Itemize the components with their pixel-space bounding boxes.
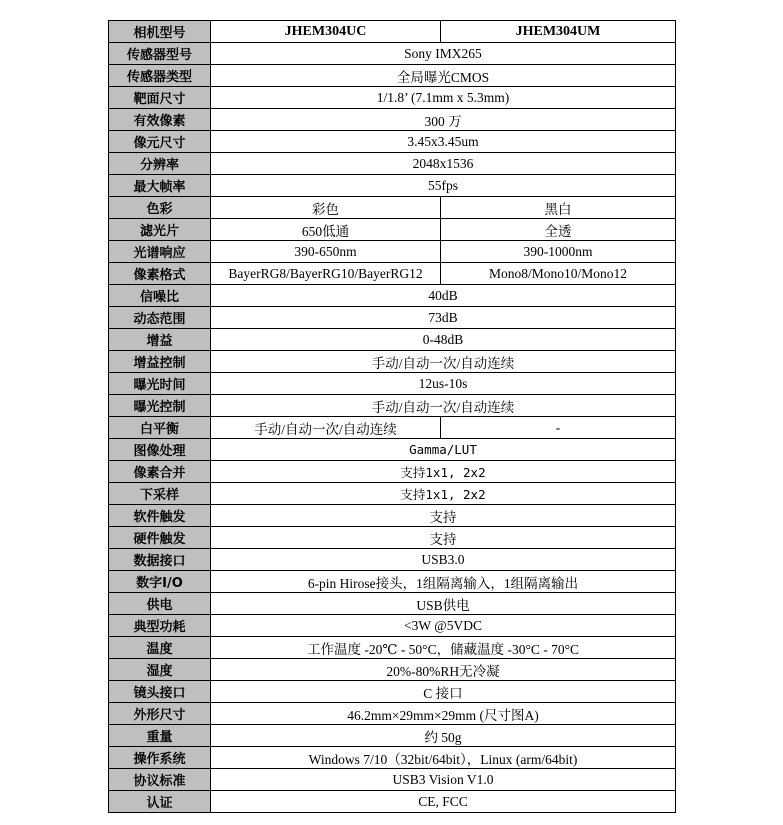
spec-label: 湿度 [109,659,211,681]
spec-label: 温度 [109,637,211,659]
spec-label: 增益 [109,329,211,351]
spec-row [109,615,676,637]
spec-label: 认证 [109,791,211,813]
spec-label: 曝光时间 [109,373,211,395]
spec-value: 12us-10s [211,373,676,395]
spec-label: 有效像素 [109,109,211,131]
spec-row [109,417,676,439]
spec-label: 滤光片 [109,219,211,241]
spec-row [109,527,676,549]
spec-row [109,593,676,615]
spec-row [109,373,676,395]
spec-row [109,197,676,219]
spec-label: 光谱响应 [109,241,211,263]
spec-value: 1/1.8’ (7.1mm x 5.3mm) [211,87,676,109]
spec-value: USB3.0 [211,549,676,571]
spec-value: 支持 [211,527,676,549]
spec-row [109,549,676,571]
spec-row [109,241,676,263]
spec-row [109,131,676,153]
spec-value-uc: BayerRG8/BayerRG10/BayerRG12 [211,263,441,285]
spec-label: 图像处理 [109,439,211,461]
spec-label: 外形尺寸 [109,703,211,725]
spec-value-um: Mono8/Mono10/Mono12 [441,263,676,285]
spec-value: 支持 [211,505,676,527]
spec-value: 73dB [211,307,676,329]
spec-value: 46.2mm×29mm×29mm (尺寸图A) [211,703,676,725]
spec-label: 协议标准 [109,769,211,791]
header-label: 相机型号 [109,21,211,43]
spec-label: 靶面尺寸 [109,87,211,109]
spec-label: 增益控制 [109,351,211,373]
spec-row [109,351,676,373]
spec-value: 支持1x1, 2x2 [211,483,676,505]
spec-value-um: 390-1000nm [441,241,676,263]
spec-label: 像素合并 [109,461,211,483]
spec-row [109,175,676,197]
spec-value: 300 万 [211,109,676,131]
spec-row [109,637,676,659]
spec-row [109,769,676,791]
spec-row [109,329,676,351]
spec-row [109,505,676,527]
spec-label: 曝光控制 [109,395,211,417]
spec-value: 40dB [211,285,676,307]
spec-label: 动态范围 [109,307,211,329]
spec-row [109,461,676,483]
spec-label: 镜头接口 [109,681,211,703]
spec-label: 数据接口 [109,549,211,571]
spec-value: USB供电 [211,593,676,615]
spec-row [109,681,676,703]
spec-value: 约 50g [211,725,676,747]
spec-row [109,307,676,329]
spec-row [109,43,676,65]
spec-table [108,20,676,813]
spec-value: Gamma/LUT [211,439,676,461]
spec-label: 传感器型号 [109,43,211,65]
spec-value-uc: 390-650nm [211,241,441,263]
spec-value: 0-48dB [211,329,676,351]
spec-label: 像元尺寸 [109,131,211,153]
spec-value-uc: 手动/自动一次/自动连续 [211,417,441,439]
spec-label: 重量 [109,725,211,747]
spec-value: 全局曝光CMOS [211,65,676,87]
spec-label: 分辨率 [109,153,211,175]
spec-value: 20%-80%RH无冷凝 [211,659,676,681]
spec-label: 供电 [109,593,211,615]
spec-value: 6-pin Hirose接头，1组隔离输入，1组隔离输出 [211,571,676,593]
spec-value: 2048x1536 [211,153,676,175]
spec-row [109,87,676,109]
spec-row [109,571,676,593]
spec-label: 色彩 [109,197,211,219]
spec-row [109,153,676,175]
spec-label: 下采样 [109,483,211,505]
spec-row [109,439,676,461]
spec-label: 信噪比 [109,285,211,307]
spec-row [109,395,676,417]
spec-value: 3.45x3.45um [211,131,676,153]
spec-value-uc: 彩色 [211,197,441,219]
spec-value: C 接口 [211,681,676,703]
spec-value-um: 黑白 [441,197,676,219]
spec-value: 支持1x1, 2x2 [211,461,676,483]
spec-value: 55fps [211,175,676,197]
spec-row [109,747,676,769]
spec-value-um: 全透 [441,219,676,241]
spec-row [109,109,676,131]
spec-label: 白平衡 [109,417,211,439]
header-row [109,21,676,43]
spec-value: <3W @5VDC [211,615,676,637]
spec-row [109,659,676,681]
spec-row [109,725,676,747]
spec-row [109,263,676,285]
spec-value: 手动/自动一次/自动连续 [211,351,676,373]
spec-value: 手动/自动一次/自动连续 [211,395,676,417]
spec-label: 软件触发 [109,505,211,527]
spec-label: 像素格式 [109,263,211,285]
spec-value: Windows 7/10（32bit/64bit），Linux (arm/64bit) [211,747,676,769]
spec-value-um: - [441,417,676,439]
spec-label: 操作系统 [109,747,211,769]
spec-label: 典型功耗 [109,615,211,637]
spec-row [109,483,676,505]
spec-label: 传感器类型 [109,65,211,87]
spec-value: 工作温度 -20℃ - 50°C，储藏温度 -30°C - 70°C [211,637,676,659]
spec-label: 数字I/O [109,571,211,593]
spec-value-uc: 650低通 [211,219,441,241]
spec-row [109,285,676,307]
spec-label: 硬件触发 [109,527,211,549]
spec-row [109,219,676,241]
spec-value: Sony IMX265 [211,43,676,65]
model-uc: JHEM304UC [211,21,441,43]
spec-row [109,703,676,725]
model-um: JHEM304UM [441,21,676,43]
spec-value: CE, FCC [211,791,676,813]
spec-label: 最大帧率 [109,175,211,197]
spec-row [109,65,676,87]
spec-value: USB3 Vision V1.0 [211,769,676,791]
spec-row [109,791,676,813]
